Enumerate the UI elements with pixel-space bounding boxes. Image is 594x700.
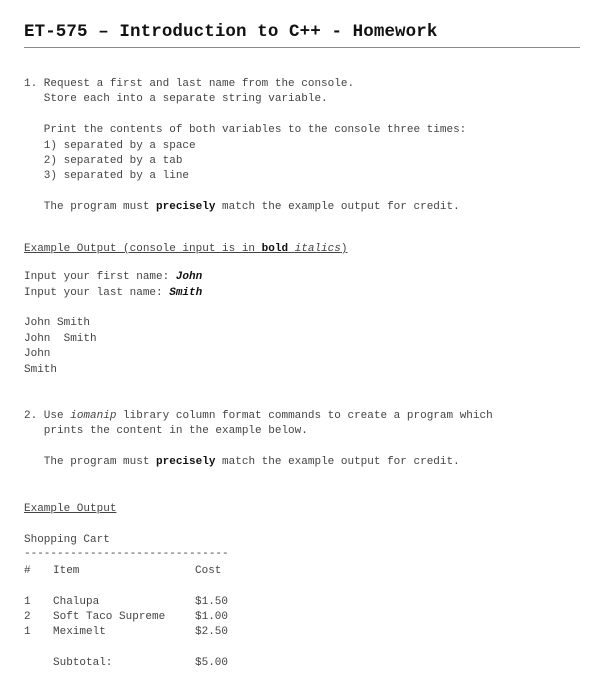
row-2-item: Soft Taco Supreme bbox=[53, 611, 166, 623]
example1-heading-space bbox=[288, 243, 295, 255]
q1-option-line: 3) separated by a line bbox=[24, 170, 190, 182]
row-3-item: Meximelt bbox=[53, 626, 106, 638]
q2-line-1 bbox=[24, 409, 493, 423]
q1-line-2: Store each into a separate string variable. bbox=[24, 93, 328, 105]
title-divider bbox=[24, 47, 580, 48]
header-cost: Cost bbox=[195, 565, 222, 577]
q1-credit-pre: The program must bbox=[24, 201, 157, 213]
input-last-value: Smith bbox=[169, 287, 203, 299]
prompt-first-label: Input your first name: bbox=[24, 271, 176, 283]
q2-credit-bold: precisely bbox=[156, 456, 216, 468]
example1-heading-post: ) bbox=[340, 243, 348, 255]
q2-line-2: prints the content in the example below. bbox=[24, 425, 308, 437]
header-num: # bbox=[24, 565, 31, 577]
example1-output-line-last: Smith bbox=[24, 364, 58, 376]
example1-output-tab: John Smith bbox=[24, 333, 97, 345]
row-1-item: Chalupa bbox=[53, 596, 100, 608]
row-3-num: 1 bbox=[24, 626, 31, 638]
q1-option-space: 1) separated by a space bbox=[24, 140, 196, 152]
q1-option-tab: 2) separated by a tab bbox=[24, 155, 183, 167]
subtotal-value: $5.00 bbox=[195, 657, 229, 669]
cart-divider: ------------------------------- bbox=[24, 548, 229, 560]
cart-title: Shopping Cart bbox=[24, 534, 110, 546]
q2-post: library column format commands to create a program which bbox=[116, 410, 493, 422]
q1-line-1: 1. Request a first and last name from the console. bbox=[24, 78, 355, 90]
example1-heading-italic: italics bbox=[294, 243, 341, 255]
example1-output-space: John Smith bbox=[24, 317, 91, 329]
page-title: ET-575 – Introduction to C++ - Homework bbox=[24, 22, 438, 42]
q2-credit-post: match the example output for credit. bbox=[215, 456, 460, 468]
example1-output-line-first: John bbox=[24, 348, 51, 360]
example1-prompt-first bbox=[24, 270, 202, 284]
example1-heading-pre: Example Output (console input is in bbox=[24, 243, 262, 255]
q2-pre: 2. Use bbox=[24, 410, 71, 422]
row-2-num: 2 bbox=[24, 611, 31, 623]
q2-credit-pre: The program must bbox=[24, 456, 157, 468]
example2-heading: Example Output bbox=[24, 503, 117, 515]
row-1-num: 1 bbox=[24, 596, 31, 608]
q1-credit-bold: precisely bbox=[156, 201, 216, 213]
header-item: Item bbox=[53, 565, 80, 577]
q2-credit-note bbox=[24, 455, 460, 469]
subtotal-label: Subtotal: bbox=[53, 657, 113, 669]
q1-print-intro: Print the contents of both variables to the console three times: bbox=[24, 124, 467, 136]
prompt-last-label: Input your last name: bbox=[24, 287, 170, 299]
row-1-cost: $1.50 bbox=[195, 596, 229, 608]
input-first-value: John bbox=[175, 271, 203, 283]
q1-credit-note bbox=[24, 200, 460, 214]
row-3-cost: $2.50 bbox=[195, 626, 229, 638]
example1-heading-bold: bold bbox=[261, 243, 289, 255]
example1-prompt-last bbox=[24, 286, 202, 300]
row-2-cost: $1.00 bbox=[195, 611, 229, 623]
q1-credit-post: match the example output for credit. bbox=[215, 201, 460, 213]
q2-library-name: iomanip bbox=[70, 410, 117, 422]
example1-heading bbox=[24, 242, 347, 256]
